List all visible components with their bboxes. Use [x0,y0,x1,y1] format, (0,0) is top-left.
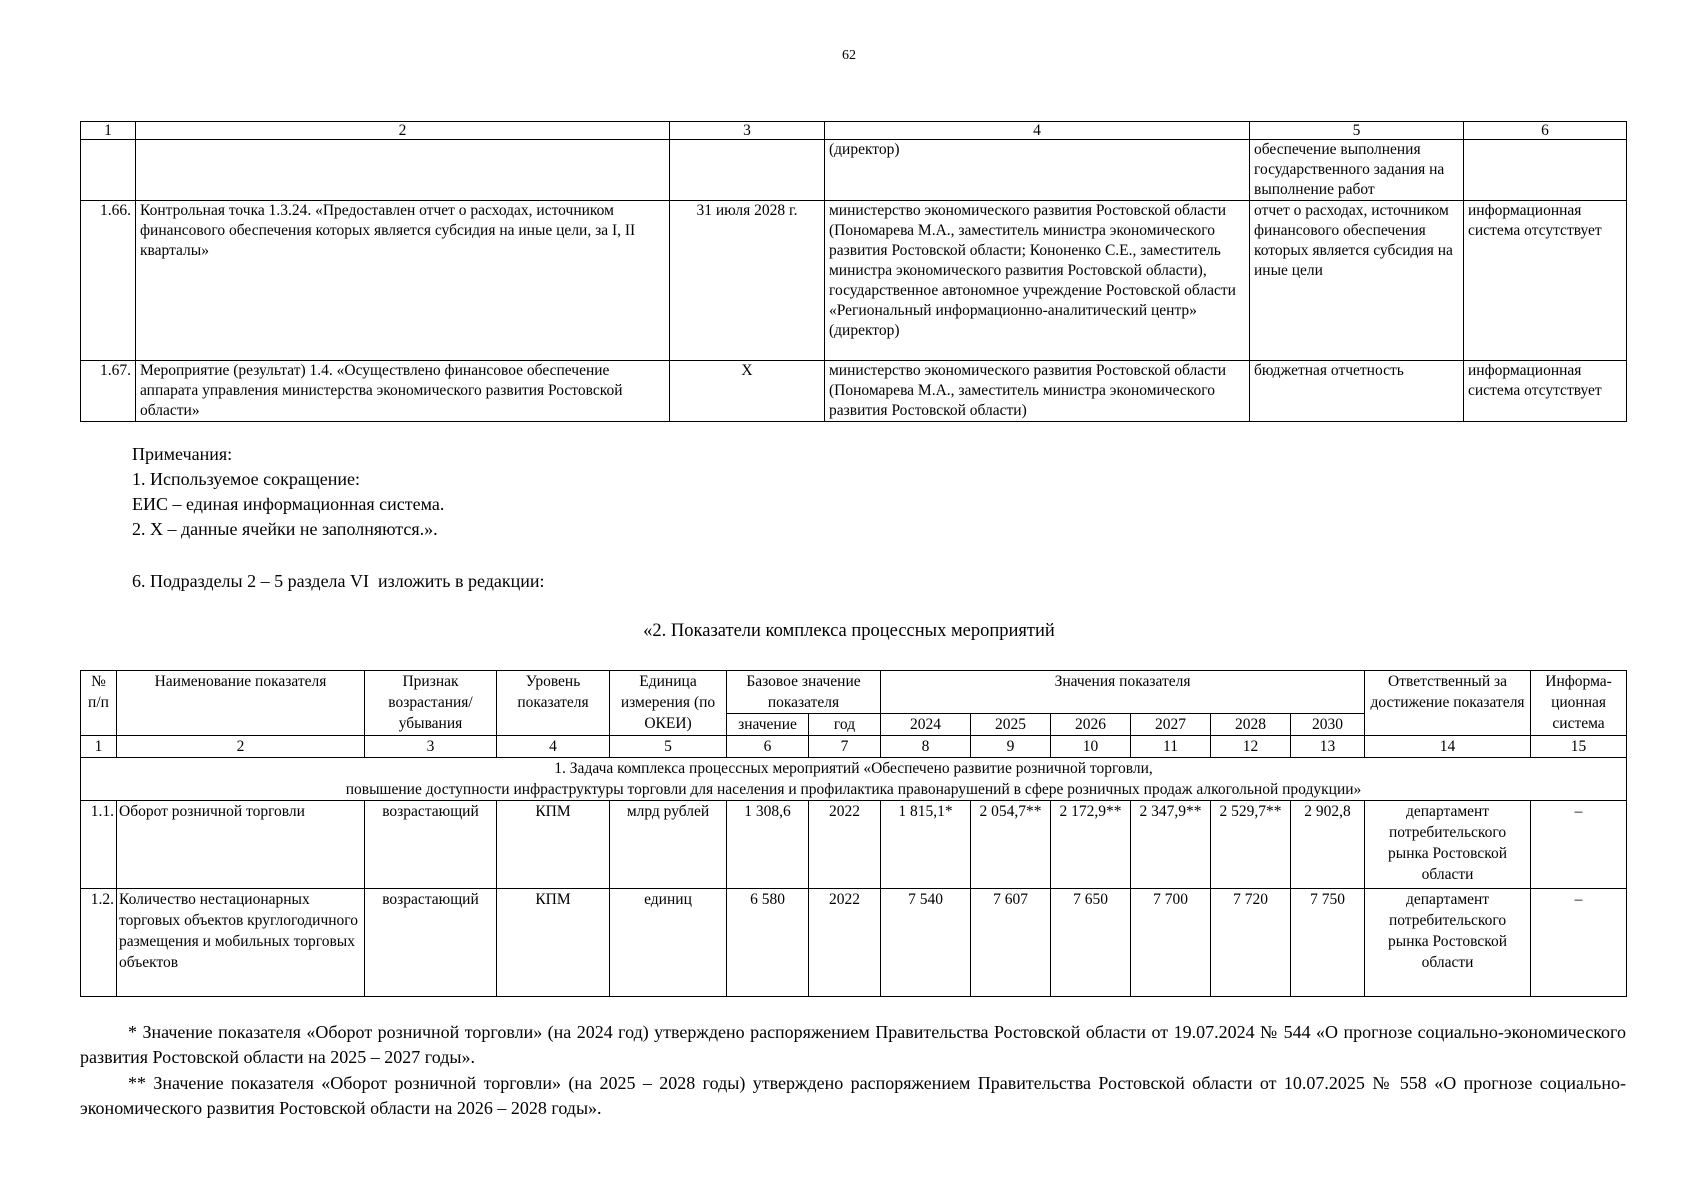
row-value: 1 815,1* [881,801,971,889]
row-level: КПМ [497,889,610,997]
row-value: 7 700 [1131,889,1211,997]
row-number: 1.66. [81,201,136,361]
row-date: Х [670,361,825,422]
header-level: Уровень показателя [497,671,610,736]
column-number: 14 [1365,736,1531,758]
column-number: 11 [1131,736,1211,758]
row-responsible: министерство экономического развития Ростовской области (Пономарева М.А., заместитель министра экономического развития Ростовской области) [825,361,1250,422]
header-num: № п/п [81,671,117,736]
note-item: 1. Используемое сокращение: [132,469,360,489]
column-number: 13 [1291,736,1365,758]
column-number: 12 [1211,736,1291,758]
footnotes [80,1020,1626,1121]
section-row [81,758,1627,801]
row-document: отчет о расходах, источником финансового обеспечения которых является субсидия на иные цели [1250,201,1464,361]
notes-title: Примечания: [132,444,233,464]
header-sign: Признак возрастания/ убывания [365,671,497,736]
column-number: 2 [117,736,365,758]
row-value: 7 720 [1211,889,1291,997]
table-row [81,140,1627,201]
column-number: 15 [1531,736,1627,758]
row-system: информационная система отсутствует [1464,201,1627,361]
indicators-table [80,670,1627,997]
row-value: 7 607 [971,889,1051,997]
row-value: 2 529,7** [1211,801,1291,889]
header-base: Базовое значение показателя [727,671,881,714]
row-name: Оборот розничной торговли [117,801,365,889]
row-name [136,140,670,201]
column-header: 6 [1464,122,1627,140]
row-level: КПМ [497,801,610,889]
row-value: 2 902,8 [1291,801,1365,889]
column-header: 2 [136,122,670,140]
header-year: 2026 [1051,714,1131,736]
footnote: * Значение показателя «Оборот розничной торговли» (на 2024 год) утверждено распоряжением Правительства Ростовской области от 19.07.2024 № 544 «О прогнозе социально-экономического развития Ростовской области на 2025 – 2027 годы». [80,1022,1626,1067]
row-responsible: департамент потребительского рынка Ростовской области [1365,801,1531,889]
table-header-row [81,122,1627,140]
row-value: 2 054,7** [971,801,1051,889]
row-number [81,140,136,201]
table-header-row [81,671,1627,714]
table-row [81,361,1627,422]
row-responsible: (директор) [825,140,1250,201]
header-year: 2028 [1211,714,1291,736]
column-number: 4 [497,736,610,758]
header-base-year: год [809,714,881,736]
column-number: 10 [1051,736,1131,758]
row-number: 1.67. [81,361,136,422]
row-system: – [1531,889,1627,997]
note-item: ЕИС – единая информационная система. [132,494,445,514]
row-base-year: 2022 [809,889,881,997]
row-system: – [1531,801,1627,889]
column-number: 9 [971,736,1051,758]
header-year: 2024 [881,714,971,736]
row-base-value: 1 308,6 [727,801,809,889]
column-header: 5 [1250,122,1464,140]
row-value: 2 347,9** [1131,801,1211,889]
row-date [670,140,825,201]
row-number: 1.1. [81,801,117,889]
column-header: 4 [825,122,1250,140]
section-title [81,758,1627,801]
notes [132,442,444,542]
header-base-value: значение [727,714,809,736]
row-sign: возрастающий [365,801,497,889]
note-item: 2. Х – данные ячейки не заполняются.». [132,519,438,539]
row-date: 31 июля 2028 г. [670,201,825,361]
header-year: 2027 [1131,714,1211,736]
row-document: обеспечение выполнения государственного задания на выполнение работ [1250,140,1464,201]
table-row [81,801,1627,889]
row-number: 1.2. [81,889,117,997]
row-name: Мероприятие (результат) 1.4. «Осуществлено финансовое обеспечение аппарата управления министерства экономического развития Ростовской области» [136,361,670,422]
header-responsible: Ответственный за достижение показателя [1365,671,1531,736]
row-value: 2 172,9** [1051,801,1131,889]
row-document: бюджетная отчетность [1250,361,1464,422]
row-unit: единиц [610,889,727,997]
row-sign: возрастающий [365,889,497,997]
row-value: 7 750 [1291,889,1365,997]
column-header: 3 [670,122,825,140]
row-system: информационная система отсутствует [1464,361,1627,422]
column-header: 1 [81,122,136,140]
column-number: 6 [727,736,809,758]
header-year: 2025 [971,714,1051,736]
row-value: 7 650 [1051,889,1131,997]
footnote: ** Значение показателя «Оборот розничной торговли» (на 2025 – 2028 годы) утверждено распоряжением Правительства Ростовской области от 10.07.2025 № 558 «О прогнозе социально-экономического развития Ростовской области на 2026 – 2028 годы». [80,1073,1626,1118]
row-name: Количество нестационарных торговых объектов круглогодичного размещения и мобильных торговых объектов [117,889,365,997]
column-number: 1 [81,736,117,758]
header-values: Значения показателя [881,671,1365,714]
column-number: 3 [365,736,497,758]
section-title-line: повышение доступности инфраструктуры торговли для населения и профилактика правонарушений в сфере розничных продаж алкогольной продукции» [345,781,1362,798]
column-number-row [81,736,1627,758]
row-name: Контрольная точка 1.3.24. «Предоставлен отчет о расходах, источником финансового обеспечения которых является субсидия на иные цели, за I, II кварталы» [136,201,670,361]
header-system: Информа-ционная система [1531,671,1627,736]
table-row [81,201,1627,361]
section-title-line: 1. Задача комплекса процессных мероприятий «Обеспечено развитие розничной торговли, [554,760,1153,777]
row-system [1464,140,1627,201]
table-row [81,889,1627,997]
row-value: 7 540 [881,889,971,997]
header-year: 2030 [1291,714,1365,736]
events-table [80,121,1627,422]
column-number: 5 [610,736,727,758]
row-unit: млрд рублей [610,801,727,889]
column-number: 7 [809,736,881,758]
row-base-year: 2022 [809,801,881,889]
header-name: Наименование показателя [117,671,365,736]
row-base-value: 6 580 [727,889,809,997]
header-unit: Единица измерения (по ОКЕИ) [610,671,727,736]
section-heading: «2. Показатели комплекса процессных мероприятий [643,621,1055,641]
column-number: 8 [881,736,971,758]
row-responsible: департамент потребительского рынка Ростовской области [1365,889,1531,997]
amendment-text: 6. Подразделы 2 – 5 раздела VI изложить в редакции: [132,571,545,591]
row-responsible: министерство экономического развития Ростовской области (Пономарева М.А., заместитель министра экономического развития Ростовской области; Кононенко С.Е., заместитель министра экономического развития Ростовской области), государственное автономное учреждение Ростовской области «Региональный информационно-аналитический центр» (директор) [825,201,1250,361]
page-number: 62 [842,48,856,63]
